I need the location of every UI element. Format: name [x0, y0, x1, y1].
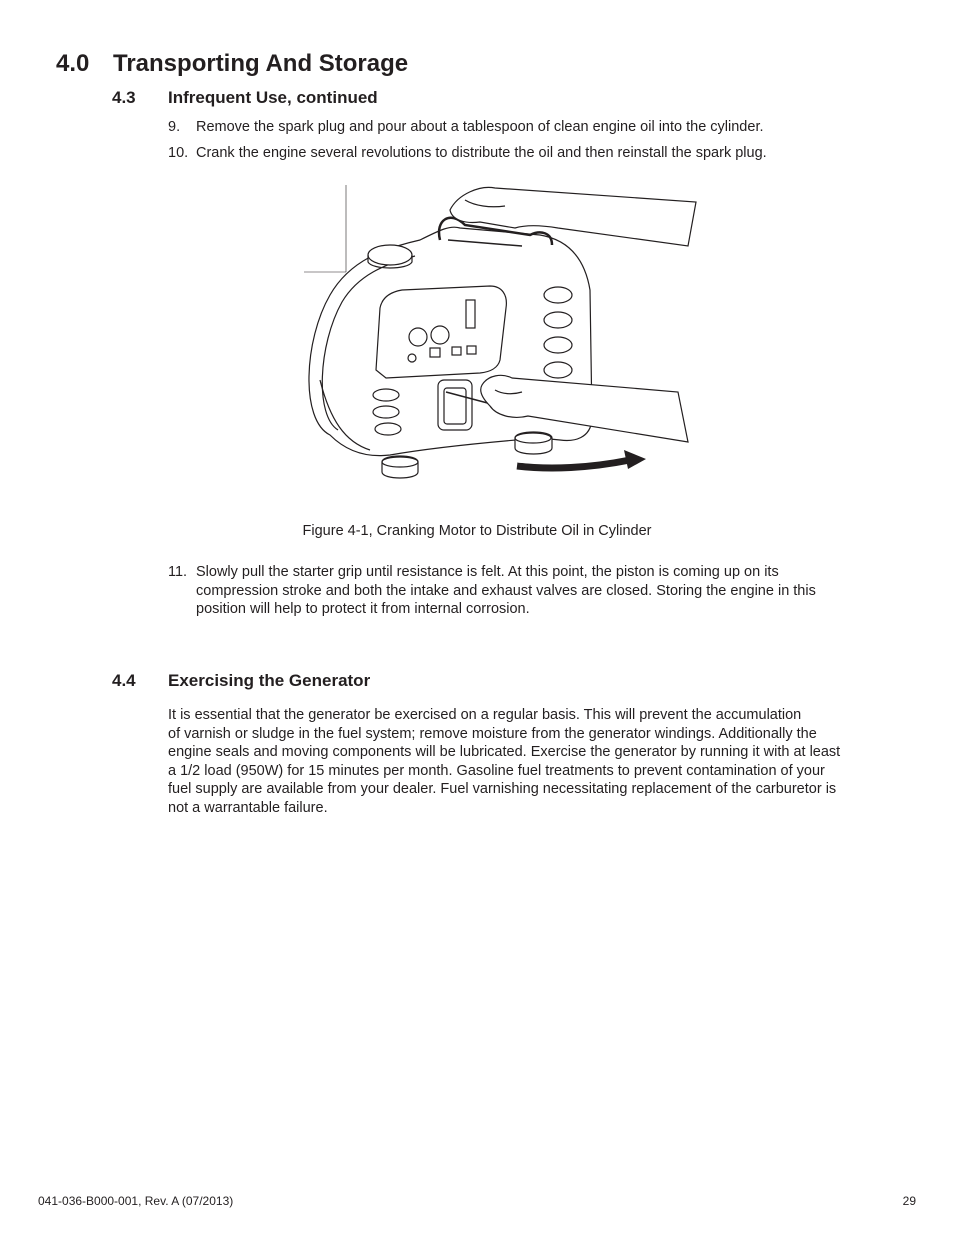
subsection-title: Exercising the Generator — [168, 671, 371, 690]
subsection-number: 4.3 — [112, 88, 136, 107]
footer-page-number: 29 — [902, 1194, 916, 1208]
subsection-number: 4.4 — [112, 671, 136, 690]
body-paragraph — [168, 706, 898, 818]
subsection-heading-4-4 — [112, 671, 612, 693]
step-number: 11. — [168, 564, 188, 580]
step-text-line: position will help to protect it from internal corrosion. — [196, 601, 530, 617]
step-text: Remove the spark plug and pour about a tablespoon of clean engine oil into the cylinder. — [196, 119, 764, 135]
step-item — [168, 563, 898, 619]
step-item — [168, 118, 898, 137]
step-text: Crank the engine several revolutions to distribute the oil and then reinstall the spark plug. — [196, 145, 767, 161]
section-number: 4.0 — [56, 50, 90, 77]
subsection-heading-4-3 — [112, 88, 612, 110]
step-number: 9. — [168, 119, 181, 135]
generator-cranking-illustration — [290, 180, 710, 490]
paragraph-line: of varnish or sludge in the fuel system; remove moisture from the generator windings. Additionally the — [168, 725, 817, 742]
step-item — [168, 144, 898, 163]
footer-document-id: 041-036-B000-001, Rev. A (07/2013) — [38, 1194, 234, 1208]
step-text-line: compression stroke and both the intake and exhaust valves are closed. Storing the engine in this — [196, 582, 816, 599]
paragraph-line: engine seals and moving components will be lubricated. Exercise the generator by running it with at least — [168, 744, 841, 761]
paragraph-line: a 1/2 load (950W) for 15 minutes per month. Gasoline fuel treatments to prevent contamination of your — [168, 762, 825, 779]
page-title — [56, 50, 408, 78]
subsection-title: Infrequent Use, continued — [168, 88, 378, 107]
step-text-line: Slowly pull the starter grip until resistance is felt. At this point, the piston is coming up on its — [196, 564, 779, 580]
paragraph-line: fuel supply are available from your dealer. Fuel varnishing necessitating replacement of the carburetor is — [168, 781, 837, 798]
step-number: 10. — [168, 145, 189, 161]
section-title: Transporting And Storage — [113, 50, 409, 77]
paragraph-line: not a warrantable failure. — [168, 799, 328, 816]
paragraph-line: It is essential that the generator be exercised on a regular basis. This will prevent the accumulation — [168, 707, 802, 723]
figure-caption: Figure 4-1, Cranking Motor to Distribute Oil in Cylinder — [302, 523, 652, 539]
